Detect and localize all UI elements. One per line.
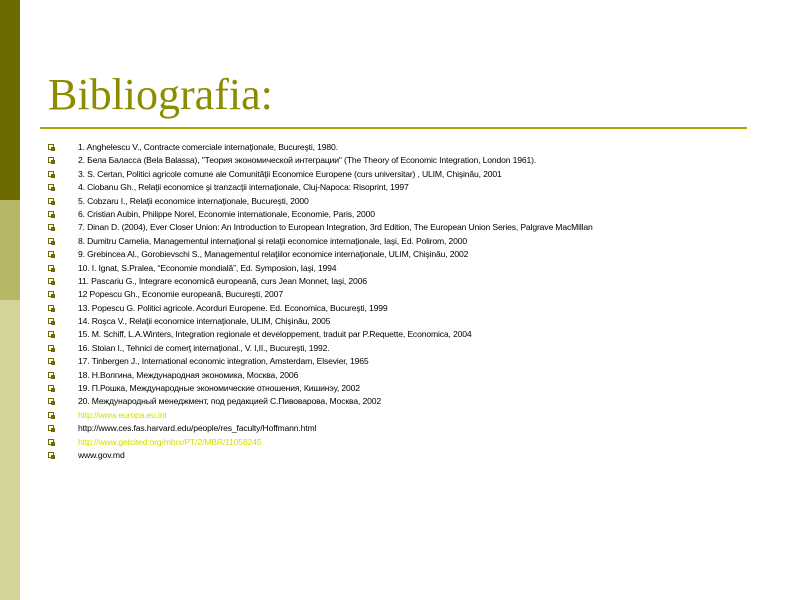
bibliography-web-link[interactable] bbox=[48, 436, 788, 449]
bibliography-item bbox=[48, 154, 788, 167]
square-bullet-icon bbox=[48, 305, 54, 311]
bibliography-item bbox=[48, 195, 788, 208]
square-bullet-icon bbox=[48, 198, 54, 204]
bibliography-item bbox=[48, 288, 788, 301]
reference-text: 8. Dumitru Camelia, Managementul internaţional şi relaţii economice internaţionale, Iaşi, Ed. Polirom, 2000 bbox=[78, 235, 468, 246]
square-bullet-icon bbox=[48, 278, 54, 284]
bibliography-list bbox=[48, 141, 788, 462]
bibliography-item bbox=[48, 315, 788, 328]
reference-text: 17. Tinbergen J., International economic integration, Amsterdam, Elsevier, 1965 bbox=[78, 356, 369, 367]
reference-text: 5. Cobzaru I., Relaţii economice internaţionale, Bucureşti, 2000 bbox=[78, 195, 309, 206]
bibliography-item bbox=[48, 221, 788, 234]
square-bullet-icon bbox=[48, 425, 54, 431]
reference-text: 19. П.Рошка, Международные экономические отношения, Кишинэу, 2002 bbox=[78, 383, 360, 394]
square-bullet-icon bbox=[48, 318, 54, 324]
sidebar-band-dark bbox=[0, 0, 20, 200]
bibliography-item bbox=[48, 208, 788, 221]
reference-link-text[interactable]: http://www.getcited.org/mbrx/PT/2/MBR/11058245 bbox=[78, 436, 262, 447]
reference-text: 13. Popescu G. Politici agricole. Acorduri Europene. Ed. Economica, Bucureşti, 1999 bbox=[78, 302, 388, 313]
reference-text: 14. Roşca V., Relaţii economice internaţionale, ULIM, Chişinău, 2005 bbox=[78, 316, 331, 327]
reference-text: 4. Ciobanu Gh., Relaţii economice şi tranzacţii internaţionale, Cluj-Napoca: Risoprint, 1997 bbox=[78, 182, 409, 193]
square-bullet-icon bbox=[48, 238, 54, 244]
reference-text: 18. Н.Волгина, Международная экономика, Москва, 2006 bbox=[78, 369, 299, 380]
reference-link-text[interactable]: http://www.europa.eu.int bbox=[78, 409, 167, 420]
square-bullet-icon bbox=[48, 439, 54, 445]
reference-text: 3. S. Certan, Politici agricole comune ale Comunităţii Economice Europene (curs universitar) , ULIM, Chişinău, 2001 bbox=[78, 168, 502, 179]
square-bullet-icon bbox=[48, 345, 54, 351]
reference-text: 12 Popescu Gh., Economie europeană, Bucureşti, 2007 bbox=[78, 289, 283, 300]
reference-text: 1. Anghelescu V., Contracte comerciale internaţionale, Bucureşti, 1980. bbox=[78, 142, 338, 152]
reference-text: 16. Stoian I., Tehnici de comerţ internaţional., V. I,II., Bucureşti, 1992. bbox=[78, 342, 330, 353]
bibliography-item bbox=[48, 355, 788, 368]
reference-text: 11. Pascariu G., Integrare economică europeană, curs Jean Monnet, Iaşi, 2006 bbox=[78, 275, 367, 286]
slide-sidebar bbox=[0, 0, 20, 600]
reference-text: 6. Cristian Aubin, Philippe Norel, Economie internationale, Economie, Paris, 2000 bbox=[78, 208, 375, 219]
sidebar-band-mid bbox=[0, 200, 20, 300]
square-bullet-icon bbox=[48, 452, 54, 458]
bibliography-item bbox=[48, 382, 788, 395]
reference-text: 15. M. Schiff, L.A.Winters, Integration regionale et developpement, traduit par P.Requette, Economica, 2004 bbox=[78, 329, 472, 340]
square-bullet-icon bbox=[48, 291, 54, 297]
square-bullet-icon bbox=[48, 251, 54, 257]
bibliography-item bbox=[48, 369, 788, 382]
square-bullet-icon bbox=[48, 184, 54, 190]
reference-text: www.gov.md bbox=[78, 449, 125, 460]
sidebar-band-light bbox=[0, 300, 20, 600]
reference-text: http://www.ces.fas.harvard.edu/people/res_faculty/Hoffmann.html bbox=[78, 423, 317, 434]
slide-title: Bibliografia: bbox=[48, 70, 273, 119]
bibliography-item bbox=[48, 262, 788, 275]
square-bullet-icon bbox=[48, 157, 54, 163]
bibliography-item bbox=[48, 275, 788, 288]
bibliography-item bbox=[48, 328, 788, 341]
bibliography-item bbox=[48, 302, 788, 315]
bibliography-web-link bbox=[48, 422, 788, 435]
reference-text: 10. I. Ignat, S.Pralea, “Economie mondială”, Ed. Symposion, Iaşi, 1994 bbox=[78, 262, 337, 273]
bibliography-web-link bbox=[48, 449, 788, 462]
square-bullet-icon bbox=[48, 398, 54, 404]
title-divider bbox=[40, 127, 747, 129]
square-bullet-icon bbox=[48, 265, 54, 271]
square-bullet-icon bbox=[48, 385, 54, 391]
bibliography-web-link[interactable] bbox=[48, 409, 788, 422]
reference-text: 9. Grebincea Al., Gorobievschi S., Managementul relaţiilor economice internaţionale, ULIM, Chişinău, 2002 bbox=[78, 249, 469, 260]
square-bullet-icon bbox=[48, 412, 54, 418]
bibliography-item bbox=[48, 248, 788, 261]
bibliography-item bbox=[48, 342, 788, 355]
square-bullet-icon bbox=[48, 171, 54, 177]
square-bullet-icon bbox=[48, 372, 54, 378]
bibliography-item bbox=[48, 181, 788, 194]
bibliography-item bbox=[48, 141, 788, 154]
bibliography-item bbox=[48, 235, 788, 248]
bibliography-item bbox=[48, 168, 788, 181]
square-bullet-icon bbox=[48, 224, 54, 230]
reference-text: 2. Бела Баласса (Bela Balassa), "Теория экономической интеграции" (The Theory of Economic Integration, London 1961). bbox=[78, 155, 537, 166]
square-bullet-icon bbox=[48, 331, 54, 337]
bibliography-item bbox=[48, 395, 788, 408]
square-bullet-icon bbox=[48, 144, 54, 150]
square-bullet-icon bbox=[48, 211, 54, 217]
square-bullet-icon bbox=[48, 358, 54, 364]
reference-text: 7. Dinan D. (2004), Ever Closer Union: An Introduction to European Integration, 3rd Edition, The European Union Series, Palgrave MacMillan bbox=[78, 222, 593, 233]
reference-text: 20. Международный менеджмент, под редакцией С.Пивоварова, Москва, 2002 bbox=[78, 396, 381, 407]
